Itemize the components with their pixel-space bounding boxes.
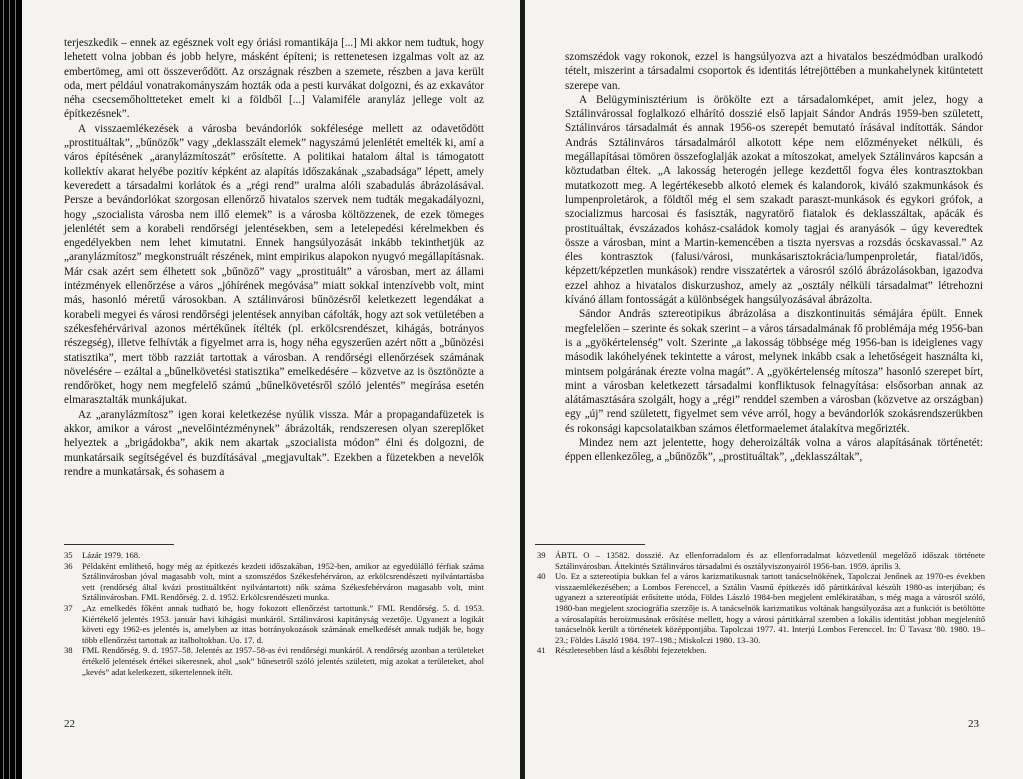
footnote-text: Uo. Ez a sztereotípia bukkan fel a város karizmatikusnak tartott tanácselnökének, Tapolczai Jenőnek az 1970-es években visszaemlékezésében; a Lombos Ferenccel, a Sztálin Vasmű építkezés idő pártitkárával készült 1980-as interjúban; és ugyanezt a sztereotípiát erősítette utóda, Földes László 1984-ben megjelent emlékiratában, s még maga a városról szóló, 1980-ban megjelent szociográfia szerzője is. A tanácselnök karizmatikus voltának hangsúlyozása azt a funkciót is betöltötte a városalapítás heroizmusának erősítése mellett, hogy a városi pártitkárral szemben a lokális identitást jobban megjelenítő tanácselnök került a történetek középpontjába. Tapolczai 1977. 41. Interjú Lombos Ferenccel. In: Ü Tavasz '80. 1980. 19–23.; Földes László 1984. 197–198.; Miskolczi 1980. 13–30. <box>555 571 985 645</box>
footnote-divider <box>535 544 645 545</box>
footnote-divider <box>64 544 174 545</box>
paragraph: Mindez nem azt jelentette, hogy deheroizálták volna a város alapításának történetét: éppen ellenkezőleg, a „bűnözők”, „prostituáltak”, „deklasszáltak”, <box>565 437 983 464</box>
paragraph: szomszédok vagy rokonok, ezzel is hangsúlyozva azt a hivatalos beszédmódban uralkodó tételt, miszerint a társadalmi csoportok és identitás létrejöttében a munkahelynek kitüntetett szerepe van. <box>565 51 983 92</box>
page-number: 23 <box>968 718 979 730</box>
left-body-text <box>64 36 484 479</box>
footnote-number: 37 <box>64 602 73 613</box>
footnote <box>64 603 484 645</box>
footnote-text: „Az emelkedés főként annak tudható be, hogy fokozott ellenőrzést tartottunk.” FML Rendőrség. 5. d. 1953. Kiértékelő jelentés 1953. január havi kihágási munkáról. Sztálinvárosi kapitányság vezetője. Ugyanezt a logikát követi egy 1962-es jelentés is, amelyben az ittas botrányokozások számának emelkedését annak tudják be, hogy több ellenőrzést tartottak az italboltokban. Uo. 17. d. <box>82 602 484 645</box>
footnote-text: Részletesebben lásd a későbbi fejezetekben. <box>555 645 707 656</box>
page-number: 22 <box>64 718 75 730</box>
footnote-number: 39 <box>537 550 546 560</box>
footnote-text: FML Rendőrség. 9. d. 1957–58. Jelentés az 1957–58-as évi rendőrségi munkáról. A rendőrség azonban a területeket értékelő jelentések értékei sikeresnek, ahol „sok” bűnesetről szóló jelentés született, míg azokat a területeket, ahol „kevés” adat keletkezett, sikertelennek ítélt. <box>82 645 484 677</box>
footnote <box>537 550 985 571</box>
footnote <box>537 571 985 645</box>
footnote <box>537 645 985 656</box>
paragraph: Az „aranylázmítosz” igen korai keletkezése nyúlik vissza. Már a propagandafüzetek is akkor, amikor a várost „nevelőintézménynek” ábrázolták, rendszeresen olyan szereplőket helyeztek a „brigádokba”, akik nem akartak „szocialista módon” élni és dolgozni, de munkatársaik segítségével és buzdításával „megjavultak”. Ezekben a füzetekben a nevelők rendre a munkatársak, és sohasem a <box>64 408 484 478</box>
footnote-number: 38 <box>64 645 73 656</box>
footnote-text: Lázár 1979. 168. <box>82 550 141 560</box>
left-footnotes <box>64 550 484 677</box>
right-footnotes <box>537 550 985 656</box>
paragraph: A visszaemlékezések a városba bevándorlók sokfélesége mellett az odavetődött „prostituáltak”, „bűnözők” vagy „deklasszált elemek” nagyszámú jelenlétét emelték ki, amí a város építésének „aranylázmítoszát” erősítette. A politikai hatalom által is támogatott kollektív akarat helyébe pozitív képként az alapítás időszakának „szabadsága” lépett, amely keveredett a társadalmi korlátok és a „régi rend” uralma alóli szabadulás ábrázolásával. Persze a bevándorlókat szorgosan ellenőrző hivatalos szervek nem tudták megakadályozni, hogy „szocialista városba nem illő elemek” is a városba költözzenek, de ezek tömeges jelenlétét sem a korabeli rendőrségi jelentésekben, sem a letelepedési kérelmekben és engedélyekben nem lehet kimutatni. Ennek hangsúlyozását inkább tekinthetjük az „aranylázmítosz” megkonstruált részének, mint empirikus alapokon nyugvó megállapításnak. Már csak azért sem élhetett sok „bűnöző” vagy „prostituált” a városban, mert az állami intézmények ellenőrzése a város „jóhírének megóvása” miatt sokkal intenzívebb volt, mint más, hasonló méretű városokban. A sztálinvárosi bűnözésről keletkezett legendákat a korabeli megyei és városi rendőrségi jelentések annyiban cáfolták, hogy azt sok vetületében a székesfehérvárival azonos mértékűnek ítélték (pl. erkölcsrendészet, kihágás, botrányos részegség), illetve felhívták a figyelmet arra is, hogy néha egyszerűen azért nőtt a „bűnözési statisztika”, mert több razziát tartottak a városban. A rendőrségi ellenőrzések számának növelésére – ezáltal a „bűnelkövetési statisztika” emelkedésére – közvetve az is ösztönözte a rendőröket, hogy nem megfelelő számú „bűnelkövetésről szóló jelentés” megírása esetén elmarasztalták munkájukat. <box>64 122 484 407</box>
footnote <box>64 645 484 677</box>
right-page <box>525 0 1023 779</box>
footnote-number: 36 <box>64 560 73 571</box>
scan-edge-line <box>15 0 16 779</box>
footnote-number: 41 <box>537 645 546 656</box>
scan-edge-line <box>3 0 4 779</box>
footnote <box>64 561 484 603</box>
paragraph: Sándor András sztereotipikus ábrázolása a diszkontinuitás sémájára épült. Ennek megfelelően – szerinte és sokak szerint – a város társadalmának fő problémája még 1956-ban is a „gyökértelenség” volt. Szerinte „a lakosság többsége még 1956-ban is ideiglenes vagy második lakóhelyének tekintette a várost, melynek inkább csak a lehetőségeit használta ki, mintsem polgárának érezte volna magát”. A „gyökértelenség mítosza” hasonló szerepet bírt, mint a városban keletkezett társadalmi konfliktusok felnagyítása: elsősorban annak az alátámasztására szolgált, hogy a „régi” renddel szemben a városban (közvetve az országban) egy „új” rend született, figyelmet sem véve arról, hogy a bevándorlók szokásrendszerükben és rokonsági kapcsolataikban számos életformaelemet átalakítva megőrizték. <box>565 308 983 435</box>
footnote <box>64 550 484 561</box>
footnote-number: 40 <box>537 571 546 582</box>
footnote-number: 35 <box>64 550 73 560</box>
scan-edge-line <box>9 0 10 779</box>
paragraph: terjeszkedik – ennek az egésznek volt egy óriási romantikája [...] Mi akkor nem tudtuk, hogy lehetett volna jobban és jobb helyre, másként építeni; is rettenetesen izgalmas volt az az embertömeg, ami ott összeverődött. Az országnak részben a szemete, részben a java került oda, mert például vonatrakományszám hozták oda a pesti kurvákat dolgozni, és az exkavátor néha csecsemőholtteteket emelt ki a földből [...] Valamiféle aranyláz jellege volt az építkezésnek”. <box>64 37 484 121</box>
right-body-text <box>565 50 983 465</box>
footnote-text: Példaként említhető, hogy még az építkezés kezdeti időszakában, 1952-ben, amikor az egyedülálló férfiak száma Sztálinvárosban jóval magasabb volt, mint a szomszédos Székesfehérváron, az erkölcsrendészeti nyilvántartásba vett (rendőrség által kvázi prostituáltként nyilvántartott) nők száma Székesfehérváron magasabb volt, mint Sztálinvárosban. FML Rendőrség. 2. d. 1952. Erkölcsrendészeti munka. <box>82 560 484 603</box>
footnote-text: ÁBTL O – 13582. dosszié. Az ellenforradalom és az ellenforradalmat közvetlenül megelőző időszak története Sztálinvárosban. Áttekintés Sztálinváros társadalmi és osztályviszonyairól 1956-ban. 1959. április 3. <box>555 550 985 571</box>
paragraph: A Belügyminisztérium is örökölte ezt a társadalomképet, amit jelez, hogy a Sztálinvárossal foglalkozó elhárító dosszié első lapjait Sándor András 1959-ben született, Sztálinváros társadalmát és annak 1956-os szerepét bemutató írásával indították. Sándor András Sztálinváros társadalmáról alkotott képe nem előzményeket nélküli, és megállapításai tömören összefoglalják azokat a mítoszokat, amelyek Sztálinváros kapcsán a köztudatban éltek. „A lakosság heterogén jellege kezdettől fogva éles kontrasztokban mutatkozott meg. A legértékesebb alkotó elemek és kalandorok, kiváló szakmunkások és lumpenproletárok, a földtől még el sem szakadt paraszt-munkások és egykori grófok, a szocializmus harcosai és fasiszták, nagyratörő fiatalok és deklasszáltak, apácák és prostituáltak, évszázados kohász-családok komoly tagjai és aranyásók – úgy keveredtek össze a városban, mint a Martin-kemencében a tiszta nyersvas a rozsdás ócskavassal.” Az éles kontrasztok (falusi/városi, munkásarisztokrácia/lumpenproletár, fiatal/idős, képzett/képzetlen munkások) rendre visszatértek a városról szóló ábrázolásokban, igazodva ezzel ahhoz a hivatalos diskurzushoz, amely az „osztály nélküli társadalmat” létrehozni kívánó állam fontosságát a különbségek hangsúlyozásával ábrázolta. <box>565 93 983 307</box>
left-page <box>22 0 522 779</box>
